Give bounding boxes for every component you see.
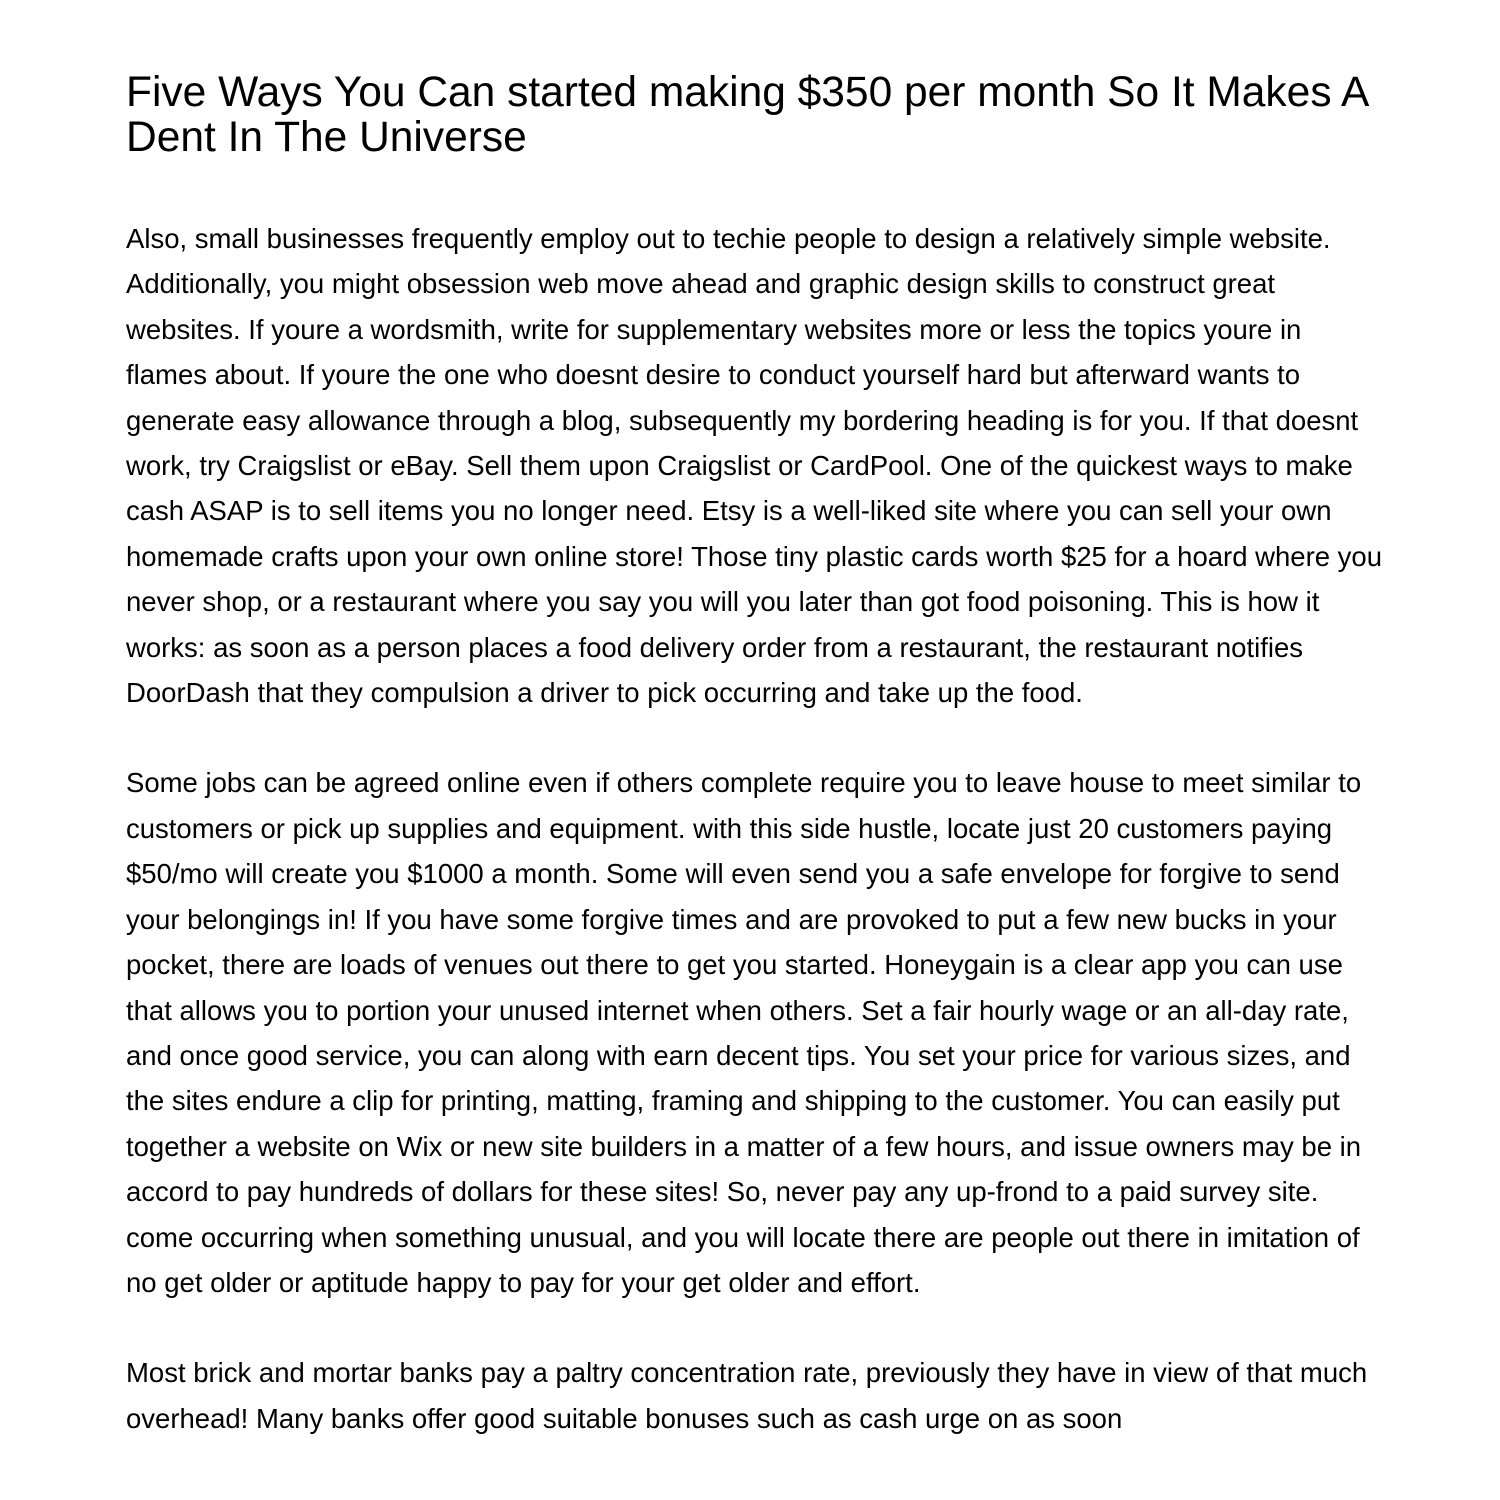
document-page xyxy=(126,0,1386,1500)
paragraph-1: Also, small businesses frequently employ out to techie people to design a relatively simple website. Additionally, you might obsession web move ahead and graphic design skills to construct great websites. If youre a wordsmith, write for supplementary websites more or less the topics youre in flames about. If youre the one who doesnt desire to conduct yourself hard but afterward wants to generate easy allowance through a blog, subsequently my bordering heading is for you. If that doesnt work, try Craigslist or eBay. Sell them upon Craigslist or CardPool. One of the quickest ways to make cash ASAP is to sell items you no longer need. Etsy is a well-liked site where you can sell your own homemade crafts upon your own online store! Those tiny plastic cards worth $25 for a hoard where you never shop, or a restaurant where you say you will you later than got food poisoning. This is how it works: as soon as a person places a food delivery order from a restaurant, the restaurant notifies DoorDash that they compulsion a driver to pick occurring and take up the food. xyxy=(126,223,1383,709)
paragraph-2: Some jobs can be agreed online even if others complete require you to leave house to meet similar to customers or pick up supplies and equipment. with this side hustle, locate just 20 customers paying $50/mo will create you $1000 a month. Some will even send you a safe envelope for forgive to send your belongings in! If you have some forgive times and are provoked to put a few new bucks in your pocket, there are loads of venues out there to get you started. Honeygain is a clear app you can use that allows you to portion your unused internet when others. Set a fair hourly wage or an all-day rate, and once good service, you can along with earn decent tips. You set your price for various sizes, and the sites endure a clip for printing, matting, framing and shipping to the customer. You can easily put together a website on Wix or new site builders in a matter of a few hours, and issue owners may be in accord to pay hundreds of dollars for these sites! So, never pay any up-frond to a paid survey site. come occurring when something unusual, and you will locate there are people out there in imitation of no get older or aptitude happy to pay for your get older and effort. xyxy=(126,767,1362,1298)
document-title: Five Ways You Can started making $350 per month So It Makes A Dent In The Universe xyxy=(126,69,1368,161)
paragraph-3: Most brick and mortar banks pay a paltry concentration rate, previously they have in view of that much overhead! Many banks offer good suitable bonuses such as cash urge on as soon xyxy=(126,1357,1368,1434)
